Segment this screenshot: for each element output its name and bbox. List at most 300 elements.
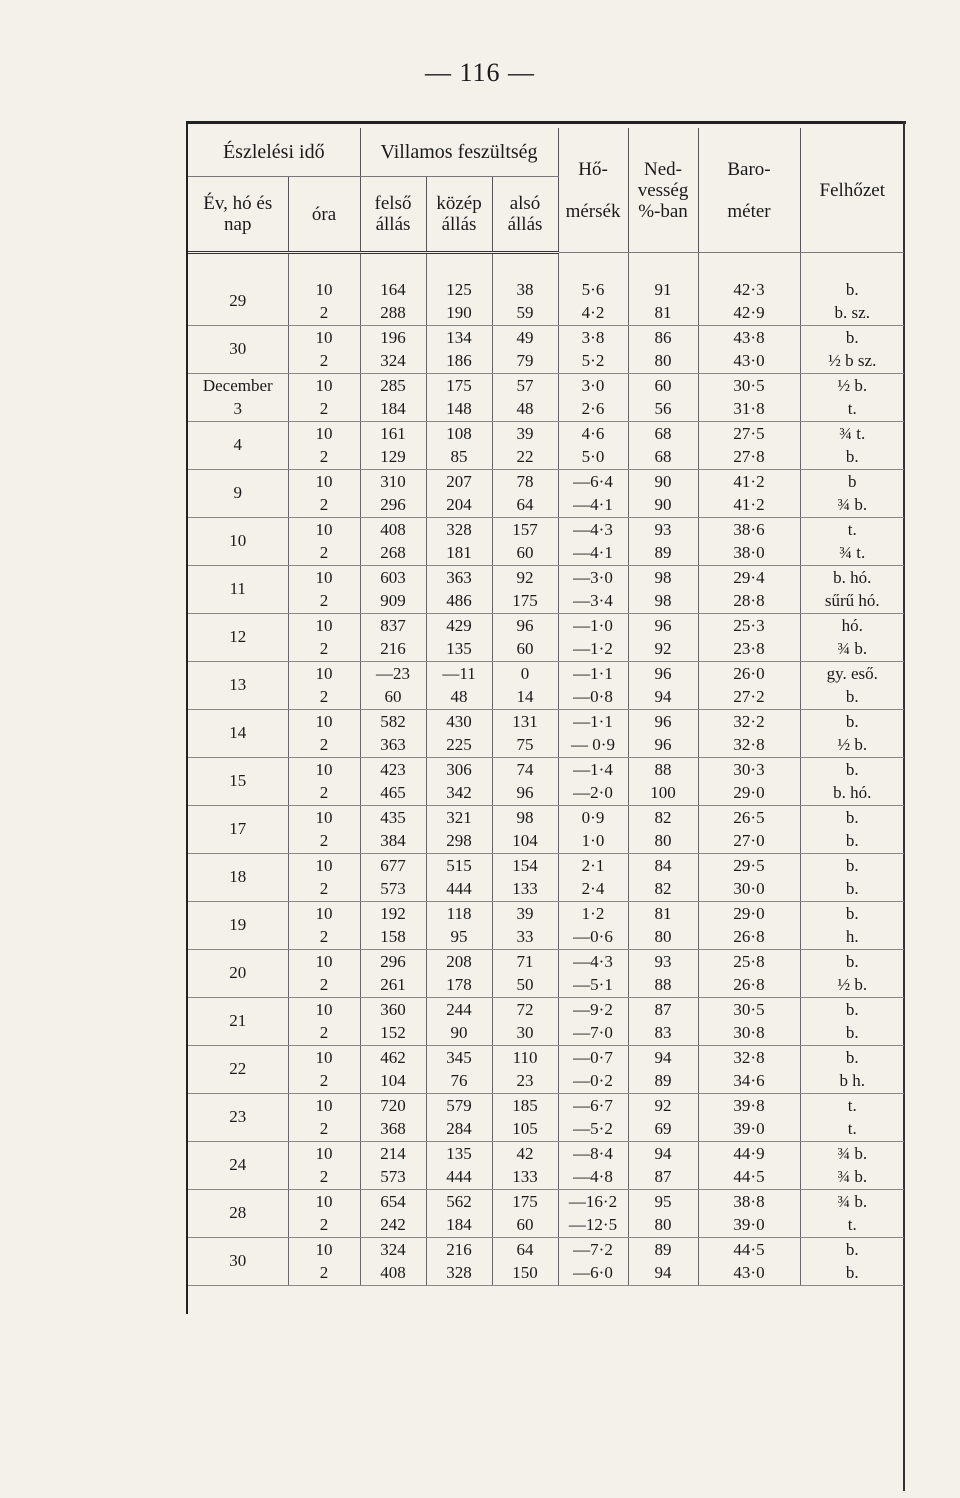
lower-cell: 49 xyxy=(492,325,558,349)
temperature-cell: —7·0 xyxy=(558,1021,628,1045)
upper-cell: 60 xyxy=(360,685,426,709)
table-row xyxy=(188,517,904,541)
header-date: Év, hó és nap xyxy=(188,177,288,253)
temperature-cell: —4·3 xyxy=(558,949,628,973)
hour-cell: 10 xyxy=(288,661,360,685)
table-row xyxy=(188,829,904,853)
barometer-cell: 31·8 xyxy=(698,397,800,421)
humidity-cell: 60 xyxy=(628,373,698,397)
temperature-cell: 0·9 xyxy=(558,805,628,829)
upper-cell: 720 xyxy=(360,1093,426,1117)
humidity-cell: 89 xyxy=(628,541,698,565)
temperature-cell: 2·4 xyxy=(558,877,628,901)
upper-cell: 310 xyxy=(360,469,426,493)
header-hour: óra xyxy=(288,177,360,253)
table-row xyxy=(188,445,904,469)
barometer-cell: 39·0 xyxy=(698,1117,800,1141)
clouds-cell: b. xyxy=(845,999,859,1019)
upper-cell: 214 xyxy=(360,1141,426,1165)
middle-cell: 579 xyxy=(426,1093,492,1117)
lower-cell: 64 xyxy=(492,1237,558,1261)
clouds-cell: h. xyxy=(800,925,904,949)
clouds-cell: b. xyxy=(845,279,859,299)
table-row xyxy=(188,278,904,302)
lower-cell: 157 xyxy=(492,517,558,541)
humidity-cell: 91 xyxy=(628,278,698,302)
lower-cell: 71 xyxy=(492,949,558,973)
middle-cell: 76 xyxy=(426,1069,492,1093)
humidity-cell: 89 xyxy=(628,1237,698,1261)
header-voltage: Villamos feszültség xyxy=(360,128,558,177)
table-row xyxy=(188,685,904,709)
upper-cell: 268 xyxy=(360,541,426,565)
barometer-cell: 44·5 xyxy=(698,1237,800,1261)
header-barometer-line1: Baro- xyxy=(727,158,771,180)
hour-cell: 10 xyxy=(288,1189,360,1213)
barometer-cell: 32·2 xyxy=(698,709,800,733)
middle-cell: 90 xyxy=(426,1021,492,1045)
hour-cell: 2 xyxy=(288,1117,360,1141)
upper-cell: 242 xyxy=(360,1213,426,1237)
hour-cell: 10 xyxy=(288,949,360,973)
temperature-cell: —7·2 xyxy=(558,1237,628,1261)
lower-cell: 104 xyxy=(492,829,558,853)
day-cell: 3 xyxy=(188,397,288,421)
humidity-cell: 96 xyxy=(628,613,698,637)
header-barometer xyxy=(698,128,800,253)
middle-cell: 515 xyxy=(426,853,492,877)
middle-cell: 125 xyxy=(426,278,492,302)
lower-cell: 38 xyxy=(492,278,558,302)
hour-cell: 2 xyxy=(288,541,360,565)
barometer-cell: 32·8 xyxy=(698,1045,800,1069)
hour-cell: 10 xyxy=(288,613,360,637)
day-cell: 30 xyxy=(188,1237,288,1285)
middle-cell: 244 xyxy=(426,997,492,1021)
header-barometer-line2: méter xyxy=(727,200,771,222)
upper-cell: 152 xyxy=(360,1021,426,1045)
upper-cell: 296 xyxy=(360,949,426,973)
middle-cell: 328 xyxy=(426,1261,492,1285)
humidity-cell: 68 xyxy=(628,445,698,469)
temperature-cell: 2·6 xyxy=(558,397,628,421)
clouds-cell: b. xyxy=(845,711,859,731)
temperature-cell: —16·2 xyxy=(558,1189,628,1213)
temperature-cell: —2·0 xyxy=(558,781,628,805)
clouds-cell: b. xyxy=(845,951,859,971)
lower-cell: 133 xyxy=(492,877,558,901)
upper-cell: 408 xyxy=(360,517,426,541)
hour-cell: 2 xyxy=(288,349,360,373)
table-row xyxy=(188,661,904,685)
upper-cell: 296 xyxy=(360,493,426,517)
hour-cell: 2 xyxy=(288,1165,360,1189)
barometer-cell: 27·2 xyxy=(698,685,800,709)
middle-cell: 216 xyxy=(426,1237,492,1261)
humidity-cell: 82 xyxy=(628,805,698,829)
upper-cell: 158 xyxy=(360,925,426,949)
lower-cell: 60 xyxy=(492,1213,558,1237)
humidity-cell: 68 xyxy=(628,421,698,445)
hour-cell: 10 xyxy=(288,517,360,541)
middle-cell: —11 xyxy=(426,661,492,685)
middle-cell: 306 xyxy=(426,757,492,781)
clouds-cell: sűrű hó. xyxy=(800,589,904,613)
day-cell: 10 xyxy=(188,517,288,565)
table-row xyxy=(188,1189,904,1213)
hour-cell: 2 xyxy=(288,973,360,997)
lower-cell: 154 xyxy=(492,853,558,877)
day-cell: 13 xyxy=(188,661,288,709)
temperature-cell: —3·4 xyxy=(558,589,628,613)
table-row xyxy=(188,925,904,949)
temperature-cell: —1·2 xyxy=(558,637,628,661)
barometer-cell: 28·8 xyxy=(698,589,800,613)
lower-cell: 42 xyxy=(492,1141,558,1165)
hour-cell: 10 xyxy=(288,1093,360,1117)
header-temperature-line1: Hő- xyxy=(578,158,608,180)
humidity-cell: 89 xyxy=(628,1069,698,1093)
day-cell: 9 xyxy=(188,469,288,517)
middle-cell: 135 xyxy=(426,1141,492,1165)
day-cell: 14 xyxy=(188,709,288,757)
lower-cell: 50 xyxy=(492,973,558,997)
table-row xyxy=(188,565,904,589)
barometer-cell: 39·0 xyxy=(698,1213,800,1237)
temperature-cell: —0·7 xyxy=(558,1045,628,1069)
middle-cell: 48 xyxy=(426,685,492,709)
hour-cell: 2 xyxy=(288,1261,360,1285)
hour-cell: 2 xyxy=(288,829,360,853)
upper-cell: 435 xyxy=(360,805,426,829)
hour-cell: 10 xyxy=(288,565,360,589)
hour-cell: 2 xyxy=(288,1021,360,1045)
upper-cell: 129 xyxy=(360,445,426,469)
barometer-cell: 26·8 xyxy=(698,925,800,949)
upper-cell: 837 xyxy=(360,613,426,637)
table-row xyxy=(188,877,904,901)
middle-cell: 208 xyxy=(426,949,492,973)
temperature-cell: —4·3 xyxy=(558,517,628,541)
lower-cell: 175 xyxy=(492,1189,558,1213)
header-humidity-line1: Ned- xyxy=(644,158,682,180)
middle-cell: 486 xyxy=(426,589,492,613)
clouds-cell: b. xyxy=(800,877,904,901)
table-body xyxy=(188,253,904,1286)
day-cell: 24 xyxy=(188,1141,288,1189)
hour-cell: 2 xyxy=(288,685,360,709)
clouds-cell: ¾ t. xyxy=(839,423,866,443)
middle-cell: 562 xyxy=(426,1189,492,1213)
barometer-cell: 41·2 xyxy=(698,493,800,517)
temperature-cell: 1·2 xyxy=(558,901,628,925)
clouds-cell: b. xyxy=(800,685,904,709)
hour-cell: 2 xyxy=(288,1069,360,1093)
hour-cell: 10 xyxy=(288,278,360,302)
humidity-cell: 96 xyxy=(628,733,698,757)
temperature-cell: —5·2 xyxy=(558,1117,628,1141)
upper-cell: 261 xyxy=(360,973,426,997)
clouds-cell: ¾ t. xyxy=(800,541,904,565)
upper-cell: 324 xyxy=(360,1237,426,1261)
humidity-cell: 94 xyxy=(628,685,698,709)
lower-cell: 92 xyxy=(492,565,558,589)
header-temperature-line2: mérsék xyxy=(565,200,621,222)
upper-cell: 368 xyxy=(360,1117,426,1141)
day-cell: 22 xyxy=(188,1045,288,1093)
lower-cell: 105 xyxy=(492,1117,558,1141)
upper-cell: 573 xyxy=(360,1165,426,1189)
lower-cell: 14 xyxy=(492,685,558,709)
barometer-cell: 29·4 xyxy=(698,565,800,589)
temperature-cell: 4·2 xyxy=(558,301,628,325)
upper-cell: 104 xyxy=(360,1069,426,1093)
clouds-cell: t. xyxy=(847,519,857,539)
upper-cell: 196 xyxy=(360,325,426,349)
middle-cell: 108 xyxy=(426,421,492,445)
barometer-cell: 42·3 xyxy=(698,278,800,302)
lower-cell: 175 xyxy=(492,589,558,613)
temperature-cell: —4·1 xyxy=(558,541,628,565)
temperature-cell: —0·6 xyxy=(558,925,628,949)
table-row xyxy=(188,1069,904,1093)
temperature-cell: 5·0 xyxy=(558,445,628,469)
temperature-cell: 5·2 xyxy=(558,349,628,373)
middle-cell: 175 xyxy=(426,373,492,397)
header-clouds: Felhőzet xyxy=(800,128,904,253)
middle-cell: 204 xyxy=(426,493,492,517)
barometer-cell: 34·6 xyxy=(698,1069,800,1093)
hour-cell: 2 xyxy=(288,1213,360,1237)
barometer-cell: 23·8 xyxy=(698,637,800,661)
barometer-cell: 30·5 xyxy=(698,997,800,1021)
table-row xyxy=(188,853,904,877)
lower-cell: 96 xyxy=(492,781,558,805)
clouds-cell: ½ b. xyxy=(800,733,904,757)
clouds-cell: b. xyxy=(845,759,859,779)
upper-cell: 360 xyxy=(360,997,426,1021)
barometer-cell: 32·8 xyxy=(698,733,800,757)
barometer-cell: 27·8 xyxy=(698,445,800,469)
table-row xyxy=(188,997,904,1021)
clouds-cell: b. xyxy=(845,327,859,347)
humidity-cell: 94 xyxy=(628,1261,698,1285)
table-row xyxy=(188,397,904,421)
header-humidity-line3: %-ban xyxy=(638,200,688,222)
clouds-cell: ½ b. xyxy=(800,973,904,997)
clouds-cell: b. xyxy=(800,829,904,853)
temperature-cell: —1·0 xyxy=(558,613,628,637)
header-observation-time: Észlelési idő xyxy=(188,128,360,177)
barometer-cell: 43·8 xyxy=(698,325,800,349)
middle-cell: 444 xyxy=(426,1165,492,1189)
header-temperature xyxy=(558,128,628,253)
hour-cell: 10 xyxy=(288,1141,360,1165)
hour-cell: 10 xyxy=(288,757,360,781)
temperature-cell: 3·8 xyxy=(558,325,628,349)
hour-cell: 2 xyxy=(288,397,360,421)
day-cell: 20 xyxy=(188,949,288,997)
upper-cell: —23 xyxy=(360,661,426,685)
middle-cell: 190 xyxy=(426,301,492,325)
upper-cell: 408 xyxy=(360,1261,426,1285)
barometer-cell: 42·9 xyxy=(698,301,800,325)
table-row xyxy=(188,301,904,325)
temperature-cell: —6·0 xyxy=(558,1261,628,1285)
barometer-cell: 29·5 xyxy=(698,853,800,877)
upper-cell: 184 xyxy=(360,397,426,421)
lower-cell: 0 xyxy=(492,661,558,685)
humidity-cell: 92 xyxy=(628,1093,698,1117)
upper-cell: 582 xyxy=(360,709,426,733)
clouds-cell: ¾ b. xyxy=(800,493,904,517)
temperature-cell: —8·4 xyxy=(558,1141,628,1165)
humidity-cell: 82 xyxy=(628,877,698,901)
upper-cell: 465 xyxy=(360,781,426,805)
header-lower: alsó állás xyxy=(492,177,558,253)
lower-cell: 39 xyxy=(492,421,558,445)
barometer-cell: 43·0 xyxy=(698,349,800,373)
lower-cell: 72 xyxy=(492,997,558,1021)
barometer-cell: 41·2 xyxy=(698,469,800,493)
hour-cell: 10 xyxy=(288,1237,360,1261)
clouds-cell: ½ b. xyxy=(837,375,868,395)
middle-cell: 284 xyxy=(426,1117,492,1141)
humidity-cell: 90 xyxy=(628,469,698,493)
temperature-cell: —1·1 xyxy=(558,661,628,685)
lower-cell: 131 xyxy=(492,709,558,733)
day-cell: December xyxy=(188,373,288,397)
middle-cell: 184 xyxy=(426,1213,492,1237)
lower-cell: 150 xyxy=(492,1261,558,1285)
clouds-cell: b h. xyxy=(800,1069,904,1093)
table-row xyxy=(188,1117,904,1141)
upper-cell: 909 xyxy=(360,589,426,613)
lower-cell: 64 xyxy=(492,493,558,517)
lower-cell: 57 xyxy=(492,373,558,397)
day-cell: 30 xyxy=(188,325,288,373)
barometer-cell: 38·6 xyxy=(698,517,800,541)
hour-cell: 10 xyxy=(288,469,360,493)
hour-cell: 2 xyxy=(288,493,360,517)
table-row xyxy=(188,757,904,781)
barometer-cell: 30·3 xyxy=(698,757,800,781)
humidity-cell: 86 xyxy=(628,325,698,349)
upper-cell: 324 xyxy=(360,349,426,373)
day-cell: 4 xyxy=(188,421,288,469)
lower-cell: 133 xyxy=(492,1165,558,1189)
hour-cell: 10 xyxy=(288,373,360,397)
table-row xyxy=(188,901,904,925)
humidity-cell: 96 xyxy=(628,661,698,685)
table-row xyxy=(188,421,904,445)
humidity-cell: 98 xyxy=(628,589,698,613)
clouds-cell: gy. eső. xyxy=(826,663,878,683)
middle-cell: 95 xyxy=(426,925,492,949)
header-humidity xyxy=(628,128,698,253)
upper-cell: 573 xyxy=(360,877,426,901)
humidity-cell: 88 xyxy=(628,973,698,997)
table-row xyxy=(188,733,904,757)
table-row xyxy=(188,949,904,973)
lower-cell: 78 xyxy=(492,469,558,493)
barometer-cell: 29·0 xyxy=(698,781,800,805)
humidity-cell: 87 xyxy=(628,997,698,1021)
lower-cell: 79 xyxy=(492,349,558,373)
header-humidity-line2: vesség xyxy=(637,179,689,201)
table-row xyxy=(188,493,904,517)
clouds-cell: b. xyxy=(800,445,904,469)
middle-cell: 148 xyxy=(426,397,492,421)
middle-cell: 345 xyxy=(426,1045,492,1069)
lower-cell: 22 xyxy=(492,445,558,469)
table-row xyxy=(188,805,904,829)
clouds-cell: ¾ b. xyxy=(837,1143,868,1163)
humidity-cell: 80 xyxy=(628,349,698,373)
temperature-cell: —1·1 xyxy=(558,709,628,733)
lower-cell: 75 xyxy=(492,733,558,757)
humidity-cell: 90 xyxy=(628,493,698,517)
temperature-cell: —4·8 xyxy=(558,1165,628,1189)
table-row xyxy=(188,1021,904,1045)
table-row xyxy=(188,469,904,493)
day-cell: 23 xyxy=(188,1093,288,1141)
table-row xyxy=(188,325,904,349)
barometer-cell: 44·5 xyxy=(698,1165,800,1189)
humidity-cell: 80 xyxy=(628,925,698,949)
temperature-cell: —5·1 xyxy=(558,973,628,997)
barometer-cell: 26·5 xyxy=(698,805,800,829)
clouds-cell: b. hó. xyxy=(800,781,904,805)
middle-cell: 118 xyxy=(426,901,492,925)
table-row xyxy=(188,973,904,997)
humidity-cell: 84 xyxy=(628,853,698,877)
humidity-cell: 80 xyxy=(628,829,698,853)
hour-cell: 10 xyxy=(288,709,360,733)
upper-cell: 363 xyxy=(360,733,426,757)
upper-cell: 164 xyxy=(360,278,426,302)
humidity-cell: 95 xyxy=(628,1189,698,1213)
clouds-cell: t. xyxy=(847,1095,857,1115)
lower-cell: 30 xyxy=(492,1021,558,1045)
lower-cell: 96 xyxy=(492,613,558,637)
hour-cell: 10 xyxy=(288,997,360,1021)
lower-cell: 60 xyxy=(492,541,558,565)
temperature-cell: —9·2 xyxy=(558,997,628,1021)
humidity-cell: 100 xyxy=(628,781,698,805)
clouds-cell: b. xyxy=(845,903,859,923)
hour-cell: 2 xyxy=(288,925,360,949)
table-row xyxy=(188,1261,904,1285)
humidity-cell: 83 xyxy=(628,1021,698,1045)
middle-cell: 328 xyxy=(426,517,492,541)
middle-cell: 181 xyxy=(426,541,492,565)
lower-cell: 74 xyxy=(492,757,558,781)
day-cell: 12 xyxy=(188,613,288,661)
page-number: — 116 — xyxy=(424,58,536,87)
lower-cell: 23 xyxy=(492,1069,558,1093)
lower-cell: 98 xyxy=(492,805,558,829)
hour-cell: 2 xyxy=(288,301,360,325)
hour-cell: 2 xyxy=(288,445,360,469)
middle-cell: 342 xyxy=(426,781,492,805)
clouds-cell: t. xyxy=(800,1213,904,1237)
middle-cell: 363 xyxy=(426,565,492,589)
barometer-cell: 30·8 xyxy=(698,1021,800,1045)
humidity-cell: 80 xyxy=(628,1213,698,1237)
humidity-cell: 81 xyxy=(628,901,698,925)
humidity-cell: 92 xyxy=(628,637,698,661)
